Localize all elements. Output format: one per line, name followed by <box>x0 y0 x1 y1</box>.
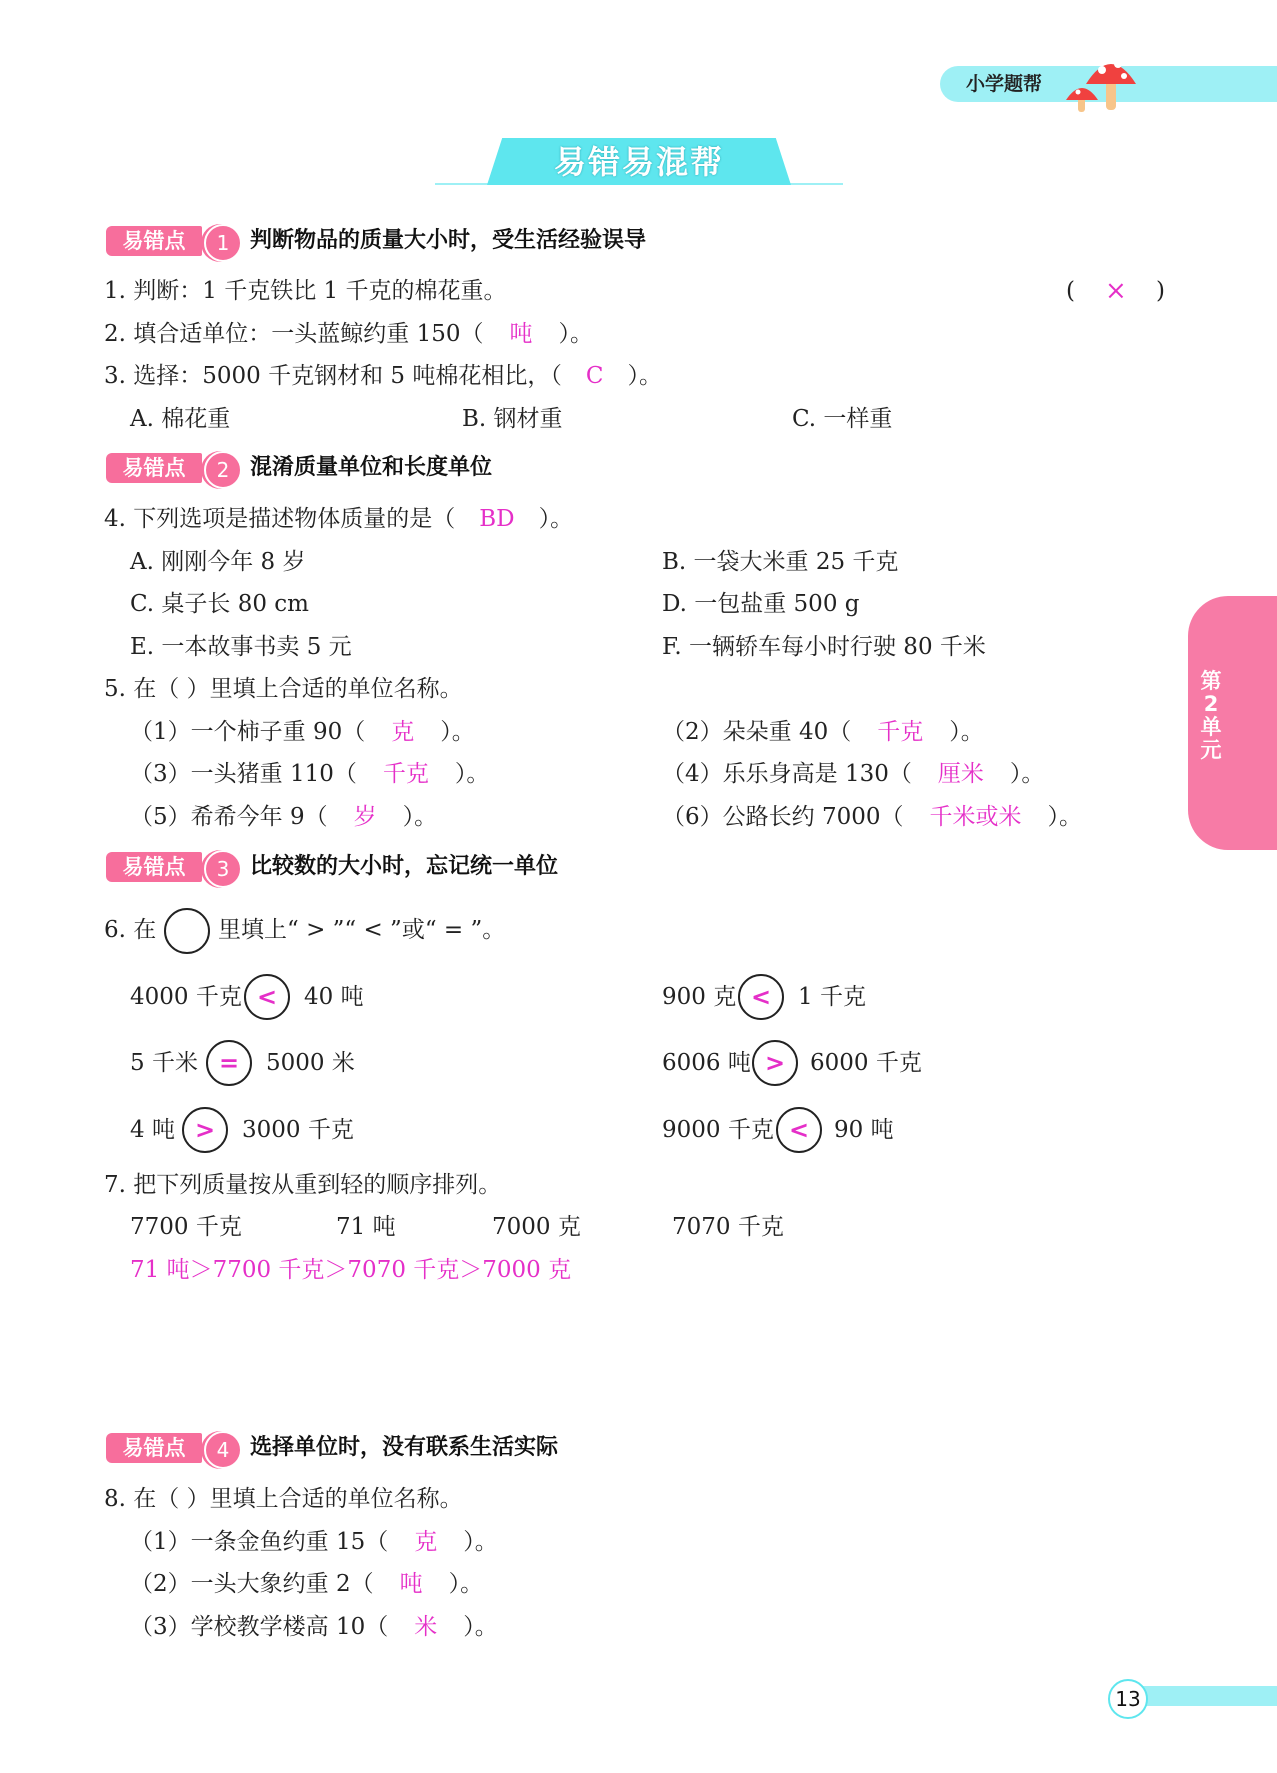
q2-answer: 吨 <box>509 321 533 347</box>
q4-option-f: F. 一辆轿车每小时行驶 80 千米 <box>662 634 986 660</box>
section-title: 比较数的大小时，忘记统一单位 <box>250 854 559 879</box>
section-number: 2 <box>204 451 242 489</box>
q7-item-3: 7000 克 <box>492 1214 581 1240</box>
q2-row <box>104 319 593 349</box>
q6-right-3: 5000 米 <box>266 1050 355 1076</box>
q4-answer: BD <box>479 506 515 532</box>
q5-item-5: （5）希希今年 9（ 岁 ）。 <box>130 804 438 830</box>
q6-left-2: 900 克 <box>662 984 737 1010</box>
q2-tail: ）。 <box>558 321 593 347</box>
q4-tail: ）。 <box>538 506 574 532</box>
section-title: 选择单位时，没有联系生活实际 <box>250 1435 559 1460</box>
brand-label: 小学题帮 <box>966 73 1043 95</box>
q5-item-6: （6）公路长约 7000（ 千米或米 ）。 <box>662 804 1082 830</box>
q6-left-1: 4000 千克 <box>130 984 242 1010</box>
q6-left-3: 5 千米 <box>130 1050 198 1076</box>
q4-stem: 4. 下列选项是描述物体质量的是（ <box>104 506 456 532</box>
page-title: 易错易混帮 <box>553 143 724 181</box>
q3-option-c: C. 一样重 <box>792 406 893 432</box>
q1-close: ) <box>1156 278 1165 304</box>
section-badge: 易错点 <box>106 1433 202 1463</box>
q6-right-1: 40 吨 <box>304 984 364 1010</box>
q6-right-4: 6000 千克 <box>810 1050 922 1076</box>
q7-stem: 7. 把下列质量按从重到轻的顺序排列。 <box>104 1172 502 1198</box>
section-badge: 易错点 <box>106 226 202 256</box>
q1-answer: × <box>1105 276 1127 306</box>
q6-left-6: 9000 千克 <box>662 1117 774 1143</box>
q8-item-3: （3）学校教学楼高 10（ 米 ）。 <box>130 1614 498 1640</box>
q4-option-c: C. 桌子长 80 cm <box>130 591 309 617</box>
section-title: 混淆质量单位和长度单位 <box>250 455 493 480</box>
q6-answer-4: > <box>752 1040 798 1086</box>
q7-answer: 71 吨＞7700 千克＞7070 千克＞7000 克 <box>130 1257 572 1283</box>
q3-stem: 3. 选择：5000 千克钢材和 5 吨棉花相比，（ <box>104 363 562 389</box>
q4-option-d: D. 一包盐重 500 g <box>662 591 860 617</box>
q2-stem: 2. 填合适单位：一头蓝鲸约重 150（ <box>104 321 484 347</box>
q6-right-2: 1 千克 <box>798 984 866 1010</box>
q1-open: ( <box>1066 278 1075 304</box>
q7-item-1: 7700 千克 <box>130 1214 242 1240</box>
q8-stem: 8. 在（ ）里填上合适的单位名称。 <box>104 1486 463 1512</box>
q4-option-b: B. 一袋大米重 25 千克 <box>662 549 899 575</box>
q6-answer-2: < <box>738 974 784 1020</box>
section-badge: 易错点 <box>106 852 202 882</box>
q5-item-4: （4）乐乐身高是 130（ 厘米 ）。 <box>662 761 1045 787</box>
q1-text: 1. 判断：1 千克铁比 1 千克的棉花重。 <box>104 278 507 304</box>
q3-option-b: B. 钢材重 <box>462 406 563 432</box>
q6-answer-1: < <box>244 974 290 1020</box>
q3-answer: C <box>585 363 604 389</box>
q3-row <box>104 361 662 391</box>
q8-item-2: （2）一头大象约重 2（ 吨 ）。 <box>130 1571 484 1597</box>
q5-item-2: （2）朵朵重 40（ 千克 ）。 <box>662 719 984 745</box>
mushroom-icon <box>1060 44 1150 116</box>
q3-option-a: A. 棉花重 <box>130 406 231 432</box>
q4-option-e: E. 一本故事书卖 5 元 <box>130 634 352 660</box>
q4-row <box>104 504 573 534</box>
q5-stem: 5. 在（ ）里填上合适的单位名称。 <box>104 676 463 702</box>
q4-option-a: A. 刚刚今年 8 岁 <box>130 549 306 575</box>
q6-answer-6: < <box>776 1107 822 1153</box>
section-title: 判断物品的质量大小时，受生活经验误导 <box>250 228 647 253</box>
section-badge: 易错点 <box>106 453 202 483</box>
q6-right-6: 90 吨 <box>834 1117 894 1143</box>
q6-right-5: 3000 千克 <box>242 1117 354 1143</box>
q7-item-2: 71 吨 <box>336 1214 396 1240</box>
q6-left-5: 4 吨 <box>130 1117 175 1143</box>
q6-left-4: 6006 吨 <box>662 1050 751 1076</box>
q8-item-1: （1）一条金鱼约重 15（ 克 ）。 <box>130 1529 498 1555</box>
q5-item-3: （3）一头猪重 110（ 千克 ）。 <box>130 761 490 787</box>
q6-answer-5: > <box>182 1107 228 1153</box>
section-number: 3 <box>204 850 242 888</box>
q7-item-4: 7070 千克 <box>672 1214 784 1240</box>
q6-stem-pre: 6. 在 <box>104 917 157 943</box>
section-number: 4 <box>204 1431 242 1469</box>
q5-item-1: （1）一个柿子重 90（ 克 ）。 <box>130 719 475 745</box>
section-number: 1 <box>204 224 242 262</box>
q6-answer-3: = <box>206 1040 252 1086</box>
q3-tail: ）。 <box>627 363 662 389</box>
empty-circle <box>164 908 210 954</box>
page-number: 13 <box>1108 1679 1148 1719</box>
unit-label: 第2单元 <box>1200 669 1222 762</box>
q6-stem-post: 里填上“ > ”“ < ”或“ = ”。 <box>218 917 506 943</box>
